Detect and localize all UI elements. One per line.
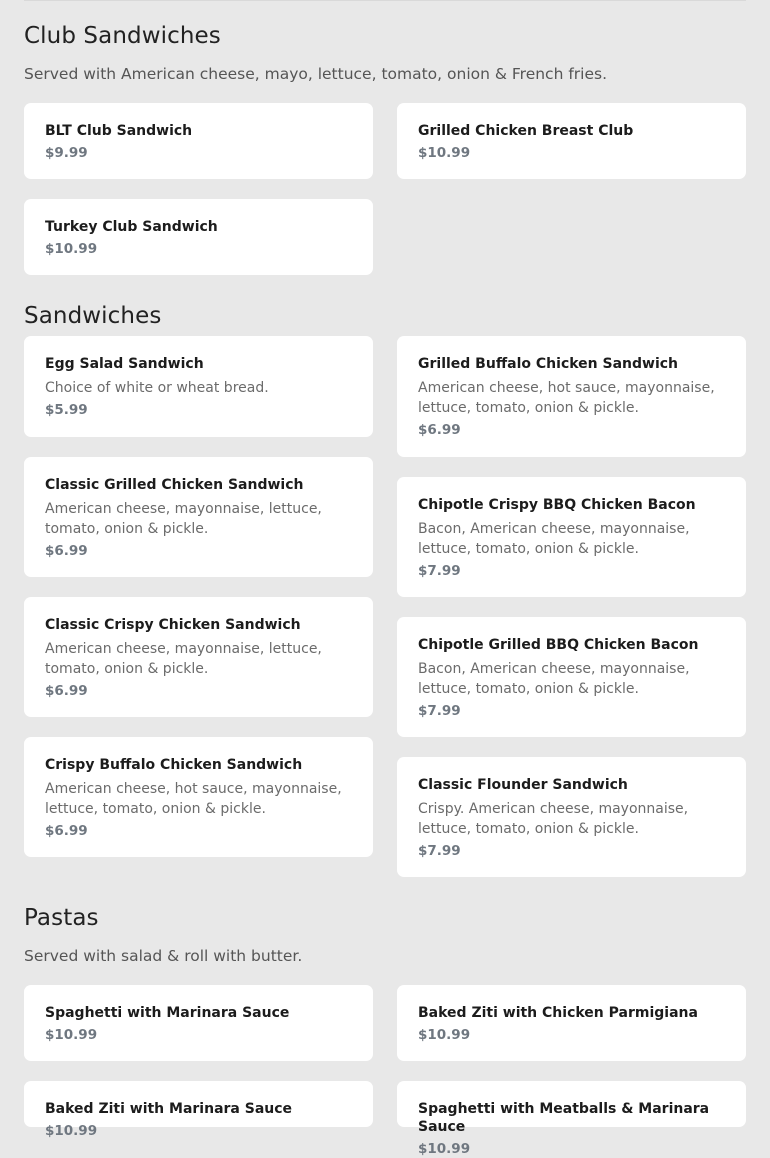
menu-item-price: $5.99 (45, 402, 88, 418)
menu-item-price: $6.99 (45, 683, 88, 699)
menu-item-price: $9.99 (45, 145, 88, 161)
menu-item-card[interactable] (397, 985, 746, 1061)
menu-item-name: Chipotle Grilled BBQ Chicken Bacon (418, 637, 699, 653)
menu-item-card[interactable] (24, 985, 373, 1061)
menu-item-price: $6.99 (45, 543, 88, 559)
menu-item-price: $10.99 (45, 1027, 98, 1043)
menu-item-card[interactable] (24, 457, 373, 577)
menu-item-price: $10.99 (45, 241, 98, 257)
menu-item-description: Crispy. American cheese, mayonnaise, lettuce, tomato, onion & pickle. (418, 801, 689, 837)
menu-item-description: American cheese, mayonnaise, lettuce, tomato, onion & pickle. (45, 501, 322, 537)
menu-item-price: $7.99 (418, 843, 461, 859)
menu-item-description: Bacon, American cheese, mayonnaise, lettuce, tomato, onion & pickle. (418, 661, 690, 697)
menu-item-card[interactable] (24, 199, 373, 275)
menu-item-name: Classic Grilled Chicken Sandwich (45, 477, 304, 493)
menu-item-name: Baked Ziti with Marinara Sauce (45, 1101, 293, 1117)
menu-item-price: $6.99 (45, 823, 88, 839)
menu-item-name: Grilled Chicken Breast Club (418, 123, 634, 139)
menu-item-card[interactable] (397, 103, 746, 179)
menu-item-name: Grilled Buffalo Chicken Sandwich (418, 356, 679, 372)
menu-item-card[interactable] (24, 737, 373, 857)
menu-item-price: $10.99 (45, 1123, 98, 1139)
menu-item-description: American cheese, hot sauce, mayonnaise, lettuce, tomato, onion & pickle. (45, 781, 342, 817)
menu-item-name: Turkey Club Sandwich (45, 219, 218, 235)
menu-item-name: Spaghetti with Marinara Sauce (45, 1005, 290, 1021)
menu-item-name: Classic Crispy Chicken Sandwich (45, 617, 301, 633)
menu-item-price: $10.99 (418, 1141, 471, 1157)
menu-item-description: Choice of white or wheat bread. (45, 380, 269, 396)
section-title-sandwiches: Sandwiches (24, 303, 162, 329)
menu-item-price: $10.99 (418, 145, 471, 161)
menu-item-name: Egg Salad Sandwich (45, 356, 204, 372)
menu-item-name: Crispy Buffalo Chicken Sandwich (45, 757, 303, 773)
menu-item-card[interactable] (397, 757, 746, 877)
menu-item-card[interactable] (397, 336, 746, 457)
menu-item-name: Baked Ziti with Chicken Parmigiana (418, 1005, 698, 1021)
menu-item-card[interactable] (24, 336, 373, 437)
menu-item-description: American cheese, hot sauce, mayonnaise, lettuce, tomato, onion & pickle. (418, 380, 715, 416)
menu-item-card[interactable] (397, 617, 746, 737)
menu-item-price: $10.99 (418, 1027, 471, 1043)
menu-item-name: Spaghetti with Meatballs & Marinara Sauce (418, 1101, 710, 1135)
section-title-club-sandwiches: Club Sandwiches (24, 23, 221, 49)
menu-item-name: Chipotle Crispy BBQ Chicken Bacon (418, 497, 696, 513)
section-title-pastas: Pastas (24, 905, 99, 931)
menu-item-price: $7.99 (418, 563, 461, 579)
section-description-pastas: Served with salad & roll with butter. (24, 947, 303, 965)
menu-item-card[interactable] (397, 477, 746, 597)
menu-item-description: Bacon, American cheese, mayonnaise, lettuce, tomato, onion & pickle. (418, 521, 690, 557)
menu-item-card[interactable] (397, 1081, 746, 1157)
menu-item-card[interactable] (24, 1081, 373, 1139)
menu-item-price: $7.99 (418, 703, 461, 719)
menu-item-price: $6.99 (418, 422, 461, 438)
menu-item-card[interactable] (24, 597, 373, 717)
menu-item-card[interactable] (24, 103, 373, 179)
menu-item-name: BLT Club Sandwich (45, 123, 193, 139)
menu-item-description: American cheese, mayonnaise, lettuce, tomato, onion & pickle. (45, 641, 322, 677)
menu-item-name: Classic Flounder Sandwich (418, 777, 628, 793)
section-description-club-sandwiches: Served with American cheese, mayo, lettuce, tomato, onion & French fries. (24, 65, 608, 83)
top-divider (24, 0, 746, 1)
